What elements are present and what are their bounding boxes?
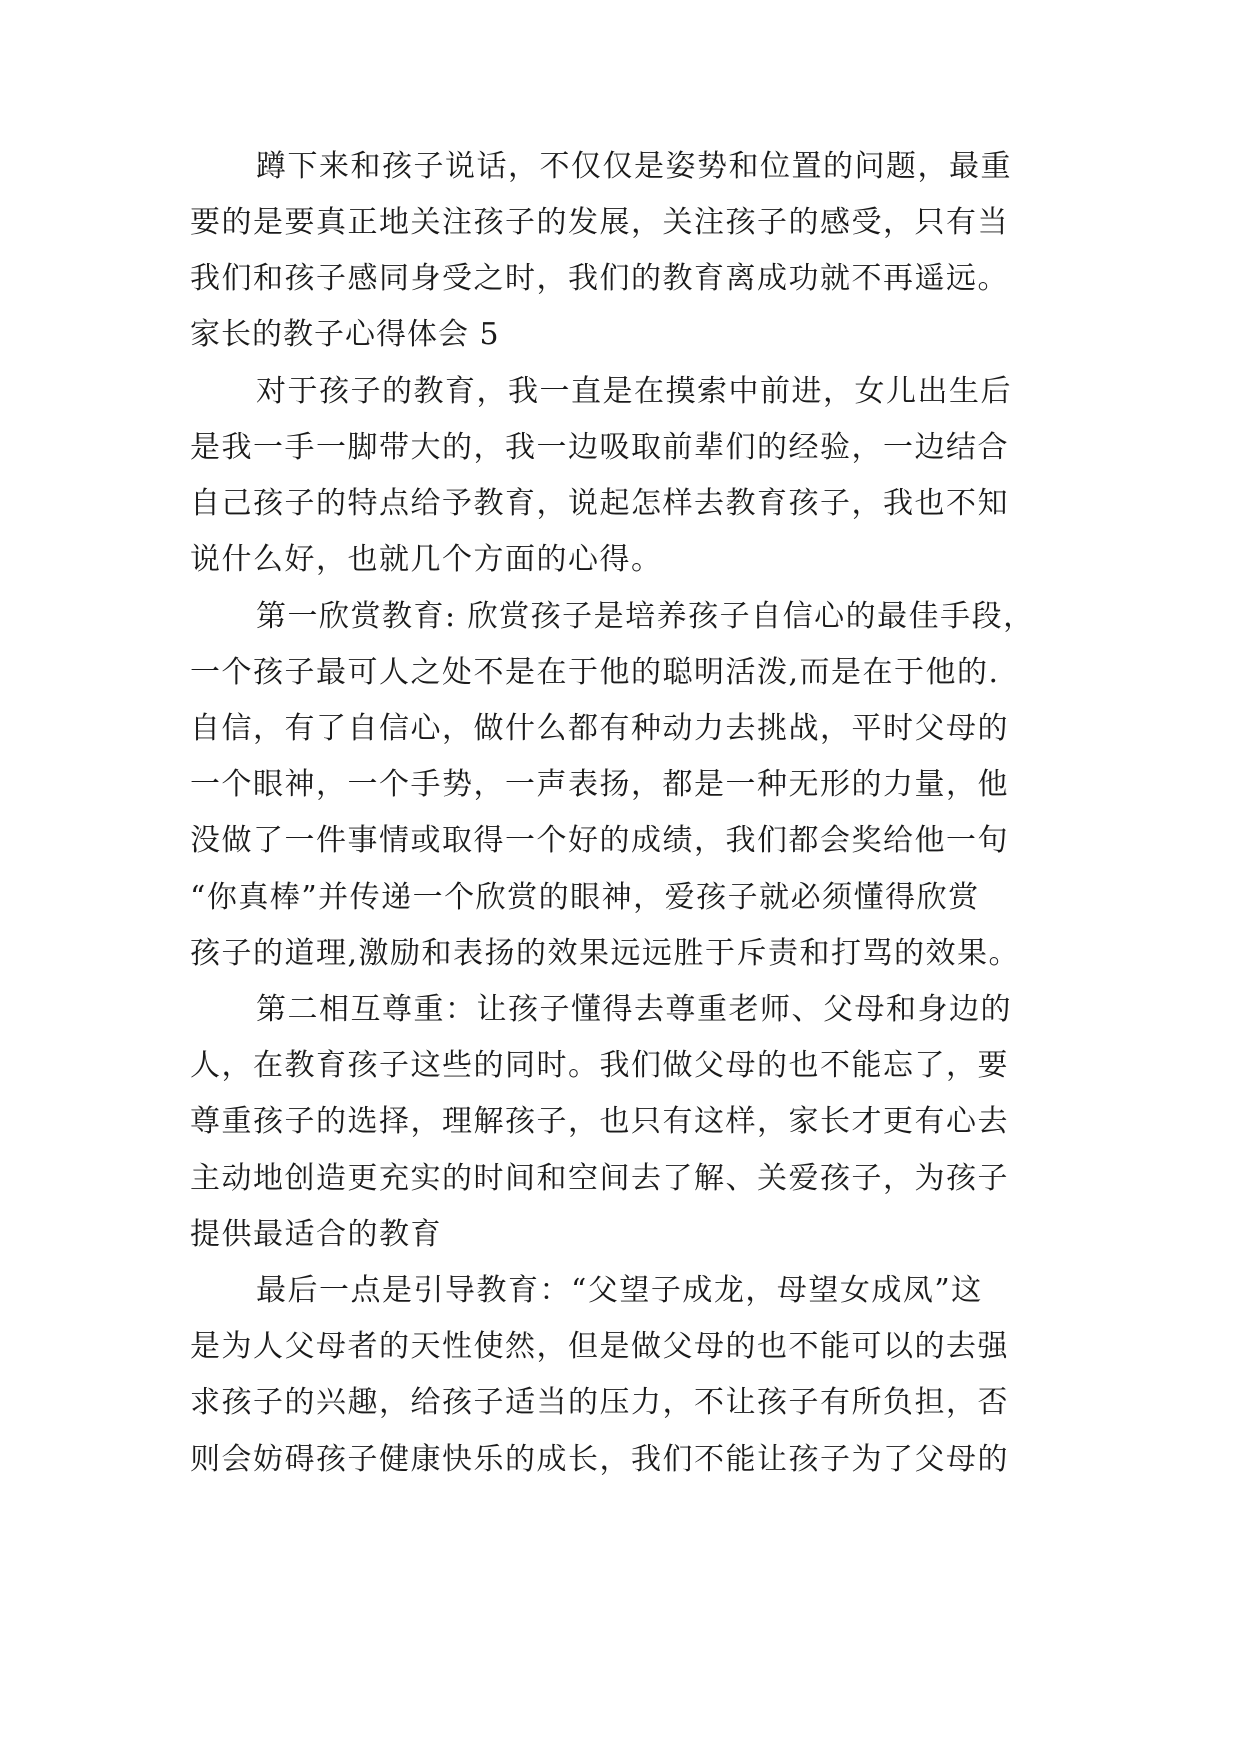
paragraph-line: 没做了一件事情或取得一个好的成绩，我们都会奖给他一句	[190, 823, 1009, 858]
paragraph-line: 尊重孩子的选择，理解孩子，也只有这样，家长才更有心去	[190, 1104, 1009, 1139]
paragraph-line: 第一欣赏教育: 欣赏孩子是培养孩子自信心的最佳手段，	[256, 599, 1035, 634]
paragraph-line: 孩子的道理,激励和表扬的效果远远胜于斥责和打骂的效果。	[190, 936, 1021, 971]
paragraph-line: 我们和孩子感同身受之时，我们的教育离成功就不再遥远。	[190, 261, 1009, 296]
paragraph-line: 提供最适合的教育	[190, 1217, 442, 1252]
paragraph-line: 蹲下来和孩子说话，不仅仅是姿势和位置的问题，最重	[256, 149, 1012, 184]
section-heading: 家长的教子心得体会 5	[190, 317, 500, 352]
paragraph-line: 是为人父母者的天性使然，但是做父母的也不能可以的去强	[190, 1329, 1009, 1364]
paragraph-line: 一个孩子最可人之处不是在于他的聪明活泼,而是在于他的.	[190, 655, 1000, 690]
paragraph-line: 自信，有了自信心，做什么都有种动力去挑战，平时父母的	[190, 711, 1009, 746]
paragraph-line: 求孩子的兴趣，给孩子适当的压力，不让孩子有所负担，否	[190, 1385, 1009, 1420]
paragraph-line: 要的是要真正地关注孩子的发展，关注孩子的感受，只有当	[190, 205, 1009, 240]
paragraph-line: “你真棒”并传递一个欣赏的眼神，爱孩子就必须懂得欣赏	[190, 880, 980, 915]
paragraph-line: 自己孩子的特点给予教育，说起怎样去教育孩子，我也不知	[190, 486, 1009, 521]
paragraph-line: 一个眼神，一个手势，一声表扬，都是一种无形的力量，他	[190, 767, 1009, 802]
paragraph-line: 是我一手一脚带大的，我一边吸取前辈们的经验，一边结合	[190, 430, 1009, 465]
paragraph-line: 主动地创造更充实的时间和空间去了解、关爱孩子，为孩子	[190, 1161, 1009, 1196]
paragraph-line: 人，在教育孩子这些的同时。我们做父母的也不能忘了，要	[190, 1048, 1009, 1083]
paragraph-line: 对于孩子的教育，我一直是在摸索中前进，女儿出生后	[256, 374, 1012, 409]
paragraph-line: 说什么好，也就几个方面的心得。	[190, 542, 663, 577]
paragraph-line: 第二相互尊重：让孩子懂得去尊重老师、父母和身边的	[256, 992, 1012, 1027]
paragraph-line: 最后一点是引导教育：“父望子成龙，母望女成凤”这	[256, 1273, 983, 1308]
paragraph-line: 则会妨碍孩子健康快乐的成长，我们不能让孩子为了父母的	[190, 1442, 1009, 1477]
